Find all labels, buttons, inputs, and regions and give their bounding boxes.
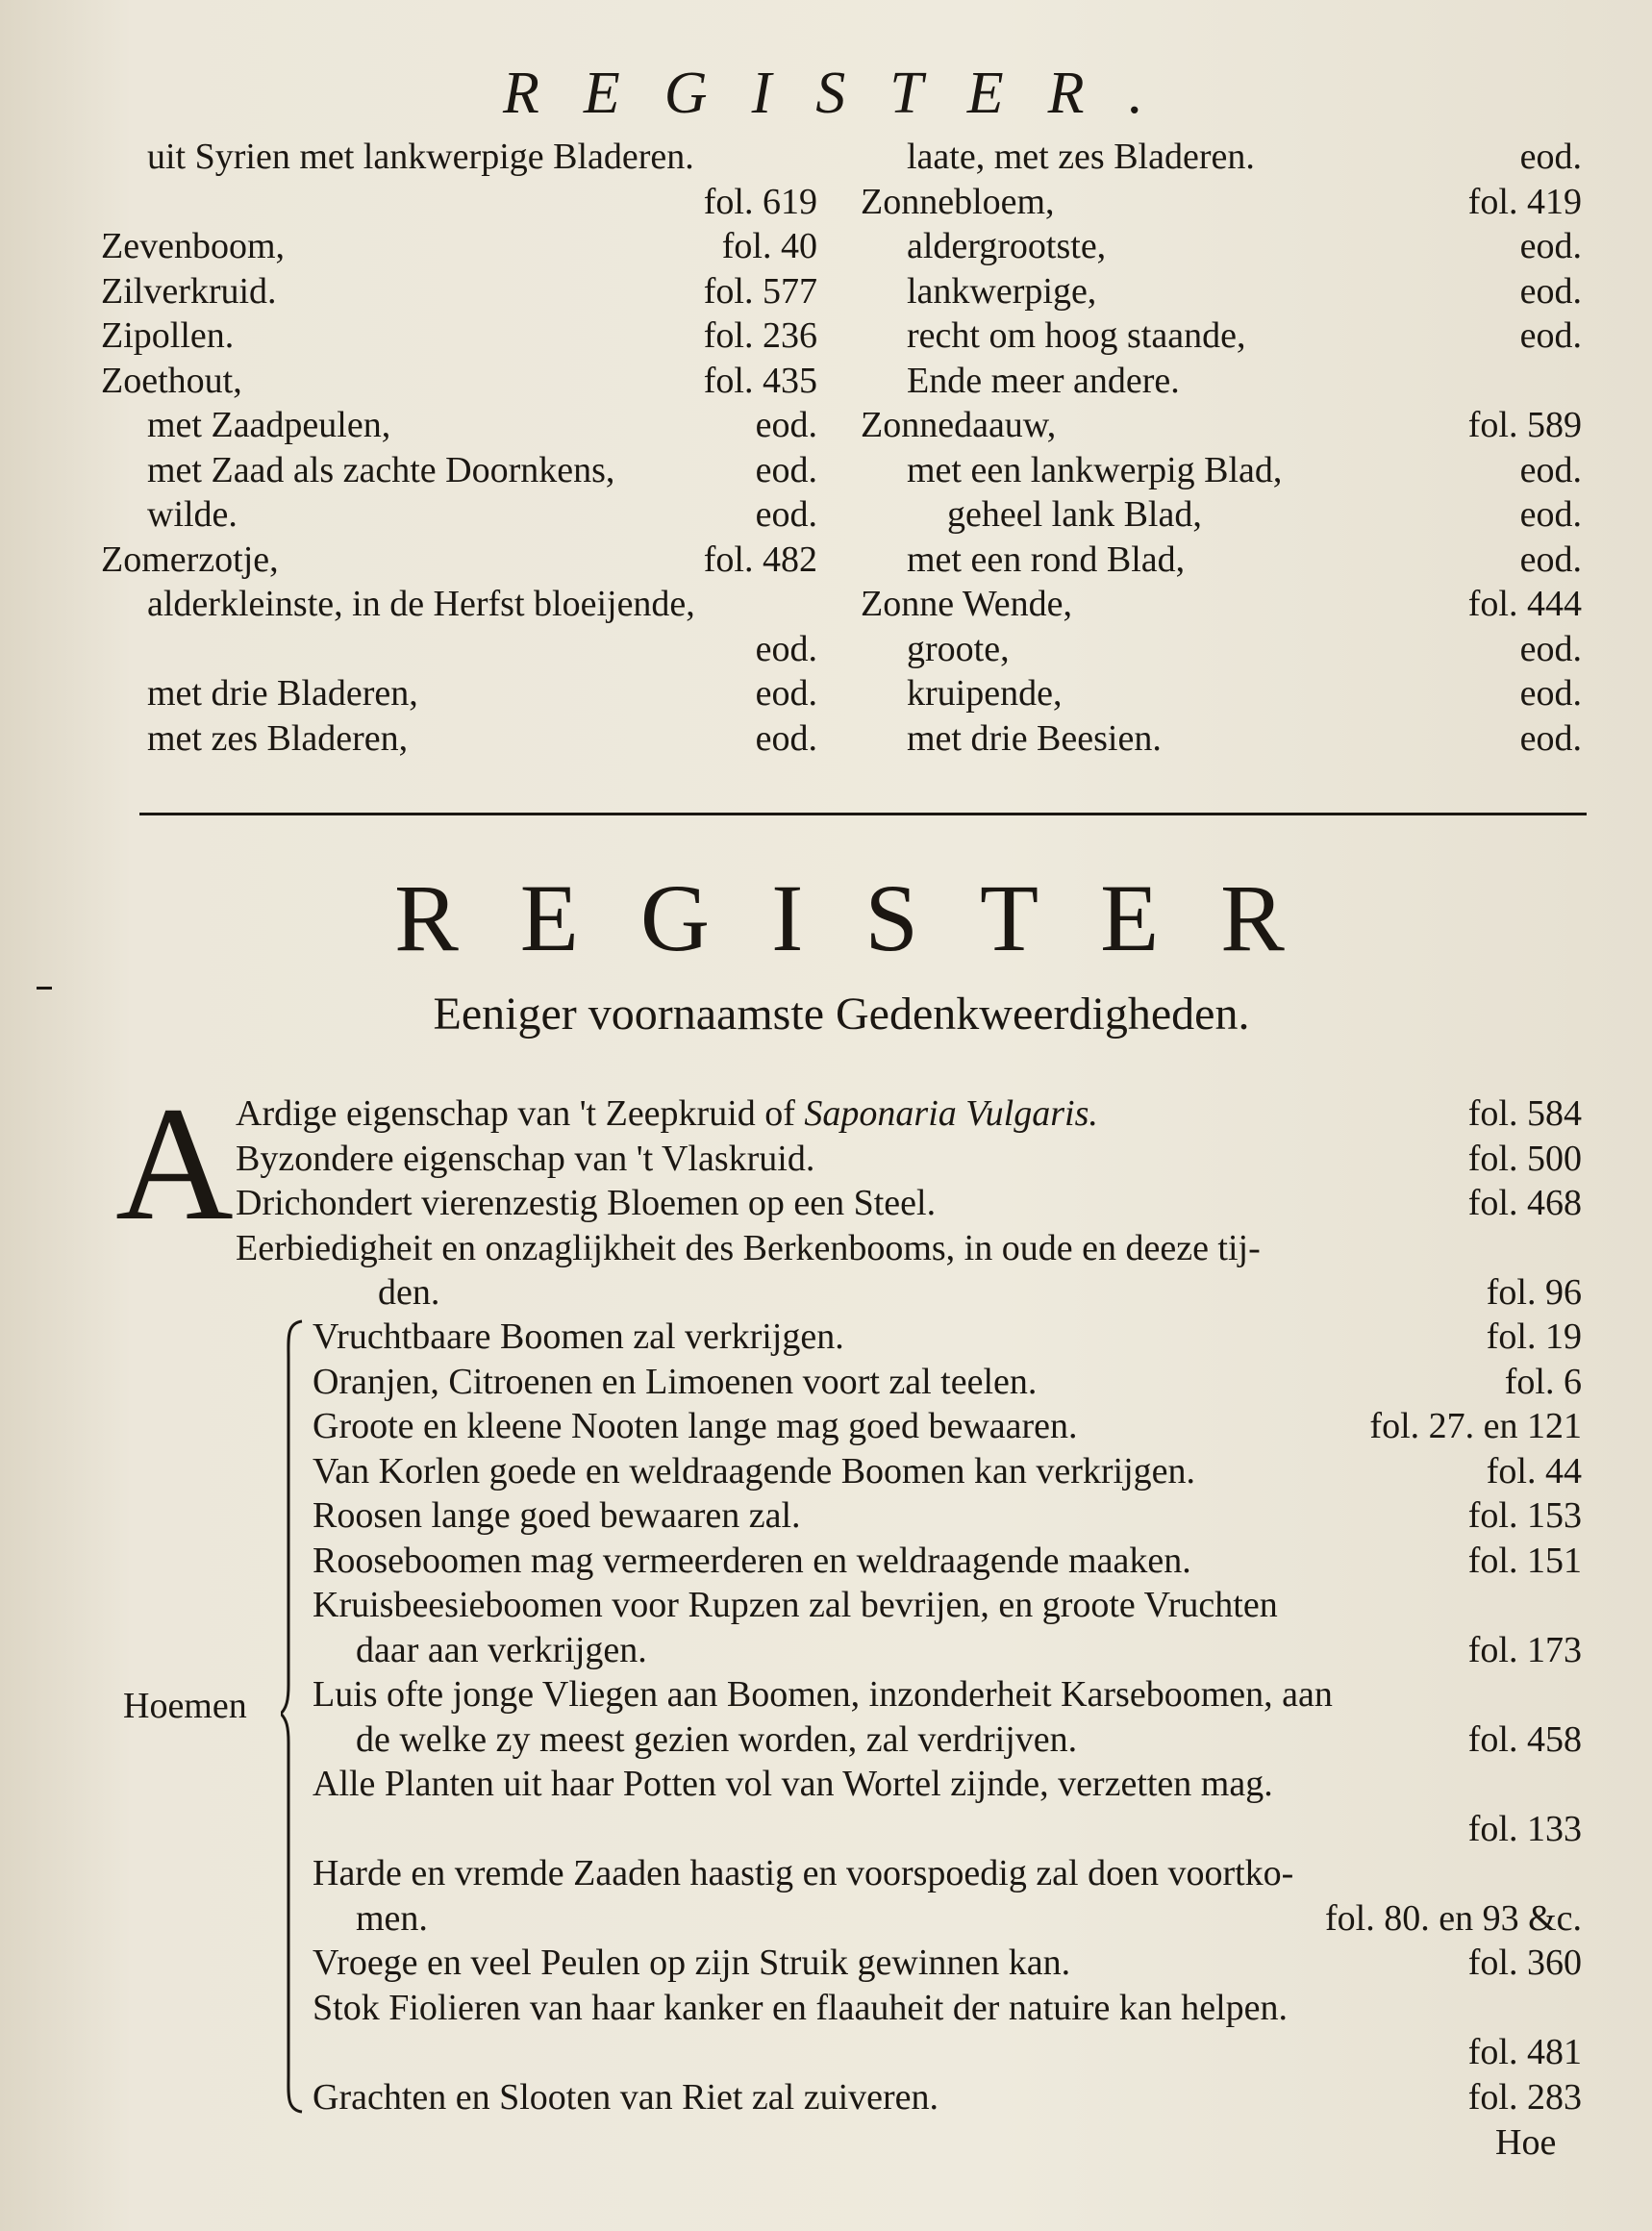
entry-term: kruipende, bbox=[907, 673, 1063, 714]
entry-term: met een rond Blad, bbox=[907, 539, 1186, 580]
register-entry bbox=[313, 1672, 1582, 1717]
entry-text bbox=[313, 1628, 647, 1673]
index-entry bbox=[861, 135, 1582, 180]
entry-folio: fol. 173 bbox=[1467, 1629, 1582, 1670]
hoemen-label: Hoemen bbox=[123, 1686, 247, 1726]
entry-text-main: Grachten en Slooten van Riet zal zuiveren. bbox=[313, 2076, 939, 2118]
entry-term: met een lankwerpig Blad, bbox=[907, 449, 1283, 490]
entry-text bbox=[313, 1941, 1070, 1986]
section-divider bbox=[139, 813, 1587, 815]
catchword: Hoe bbox=[1495, 2122, 1557, 2163]
entry-folio: fol. 444 bbox=[1467, 584, 1582, 624]
register-entry bbox=[313, 1807, 1582, 1852]
entry-folio: fol. 500 bbox=[1467, 1138, 1582, 1179]
index-entry bbox=[861, 403, 1582, 448]
entry-folio: eod. bbox=[755, 673, 817, 714]
entry-text-main: Van Korlen goede en weldraagende Boomen kan verkrijgen. bbox=[313, 1450, 1195, 1492]
register-entry bbox=[313, 1628, 1582, 1673]
index-entry bbox=[101, 269, 817, 314]
entry-term: Zipollen. bbox=[101, 315, 235, 356]
entry-term: met Zaadpeulen, bbox=[147, 405, 391, 445]
entry-folio: eod. bbox=[1519, 270, 1582, 312]
entry-text bbox=[313, 1315, 844, 1360]
a-entries bbox=[236, 1091, 1582, 1316]
entry-folio: fol. 435 bbox=[703, 360, 817, 401]
register-entry bbox=[313, 2075, 1582, 2120]
entry-text bbox=[313, 1360, 1037, 1405]
entry-folio: eod. bbox=[1519, 449, 1582, 490]
entry-text bbox=[313, 1493, 801, 1539]
entry-folio: eod. bbox=[1519, 628, 1582, 669]
entry-folio: eod. bbox=[1519, 539, 1582, 580]
entry-text-latin: Saponaria Vulgaris. bbox=[804, 1093, 1098, 1134]
entry-text-main: Ardige eigenschap van 't Zeepkruid of bbox=[236, 1093, 805, 1134]
entry-folio: fol. 19 bbox=[1486, 1316, 1582, 1357]
index-entry bbox=[101, 582, 817, 627]
register-entry bbox=[313, 1941, 1582, 1986]
running-head: REGISTER. bbox=[503, 61, 1188, 126]
entry-text-main: Roosen lange goed bewaaren zal. bbox=[313, 1495, 801, 1536]
entry-term: Zoethout, bbox=[101, 360, 242, 401]
entry-folio: eod. bbox=[1519, 315, 1582, 356]
index-entry bbox=[101, 359, 817, 404]
entry-term: recht om hoog staande, bbox=[907, 315, 1246, 356]
entry-text bbox=[236, 1091, 1098, 1137]
index-entry bbox=[861, 492, 1582, 538]
entry-term: groote, bbox=[907, 628, 1010, 669]
entry-term: met Zaad als zachte Doornkens, bbox=[147, 449, 615, 490]
register-entry bbox=[313, 1717, 1582, 1763]
index-entry bbox=[861, 582, 1582, 627]
register-entry bbox=[236, 1137, 1582, 1182]
entry-folio: eod. bbox=[1519, 226, 1582, 266]
index-entry bbox=[101, 538, 817, 583]
entry-text bbox=[313, 1851, 1293, 1896]
register-entry bbox=[313, 2030, 1582, 2075]
index-entry bbox=[861, 313, 1582, 359]
index-entry bbox=[101, 135, 817, 180]
index-entry bbox=[101, 180, 817, 225]
entry-term: Zilverkruid. bbox=[101, 270, 277, 312]
entry-term: uit Syrien met lankwerpige Bladeren. bbox=[147, 137, 694, 177]
margin-mark bbox=[37, 987, 52, 990]
entry-text-main: de welke zy meest gezien worden, zal verdrijven. bbox=[356, 1718, 1078, 1760]
index-entry bbox=[101, 403, 817, 448]
entry-folio: eod. bbox=[755, 494, 817, 535]
entry-folio: fol. 153 bbox=[1467, 1495, 1582, 1536]
entry-folio: fol. 96 bbox=[1486, 1272, 1582, 1313]
entry-folio: fol. 360 bbox=[1467, 1943, 1582, 1983]
right-index-column bbox=[861, 135, 1582, 761]
register-entry bbox=[313, 1404, 1582, 1449]
entry-folio: fol. 151 bbox=[1467, 1540, 1582, 1581]
entry-text-main: daar aan verkrijgen. bbox=[356, 1629, 647, 1670]
entry-text bbox=[236, 1226, 1261, 1271]
entry-folio: fol. 6 bbox=[1504, 1361, 1582, 1402]
entry-text-main: Alle Planten uit haar Potten vol van Wortel zijnde, verzetten mag. bbox=[313, 1764, 1273, 1804]
entry-folio: fol. 236 bbox=[703, 315, 817, 356]
entry-text-main: Rooseboomen mag vermeerderen en weldraagende maaken. bbox=[313, 1540, 1191, 1581]
entry-text-main: Kruisbeesieboomen voor Rupzen zal bevrijen, en groote Vruchten bbox=[313, 1585, 1278, 1625]
register-entry bbox=[313, 1360, 1582, 1405]
register-entry bbox=[236, 1091, 1582, 1137]
entry-text bbox=[313, 1404, 1078, 1449]
entry-term: alderkleinste, in de Herfst bloeijende, bbox=[147, 584, 695, 624]
index-entry bbox=[101, 627, 817, 672]
entry-term: met zes Bladeren, bbox=[147, 717, 409, 759]
entry-folio: fol. 619 bbox=[703, 181, 817, 222]
entry-term: lankwerpige, bbox=[907, 270, 1097, 312]
register-entry bbox=[313, 1851, 1582, 1896]
entry-text-main: Drichondert vierenzestig Bloemen op een Steel. bbox=[236, 1183, 937, 1223]
entry-term: Zevenboom, bbox=[101, 226, 286, 266]
entry-text-main: Eerbiedigheit en onzaglijkheit des Berkenbooms, in oude en deeze tij- bbox=[236, 1227, 1261, 1268]
drop-cap: A bbox=[115, 1073, 234, 1254]
entry-folio: fol. 589 bbox=[1467, 405, 1582, 445]
entry-term: Zonnebloem, bbox=[861, 181, 1055, 222]
entry-folio: eod. bbox=[1519, 494, 1582, 535]
index-entry bbox=[861, 224, 1582, 269]
entry-text bbox=[313, 1986, 1288, 2031]
entry-folio: eod. bbox=[1519, 673, 1582, 714]
index-entry bbox=[101, 671, 817, 716]
register-entry bbox=[313, 1896, 1582, 1942]
index-entry bbox=[861, 448, 1582, 493]
entry-text-main: Byzondere eigenschap van 't Vlaskruid. bbox=[236, 1138, 815, 1179]
entry-folio: fol. 80. en 93 &c. bbox=[1324, 1897, 1582, 1939]
entry-text bbox=[313, 2075, 939, 2120]
entry-text bbox=[313, 1762, 1273, 1807]
hoemen-entries bbox=[313, 1315, 1582, 2119]
entry-folio: fol. 468 bbox=[1467, 1183, 1582, 1223]
entry-text bbox=[313, 1539, 1191, 1584]
index-entry bbox=[861, 180, 1582, 225]
entry-text bbox=[236, 1181, 936, 1226]
entry-folio: fol. 577 bbox=[703, 270, 817, 312]
register-entry bbox=[313, 1986, 1582, 2031]
register-entry bbox=[313, 1583, 1582, 1628]
entry-folio: eod. bbox=[1519, 717, 1582, 759]
register-entry bbox=[313, 1493, 1582, 1539]
entry-text-main: Groote en kleene Nooten lange mag goed bewaaren. bbox=[313, 1406, 1078, 1446]
entry-text bbox=[313, 1896, 428, 1942]
entry-folio: fol. 40 bbox=[721, 226, 817, 266]
index-entry bbox=[861, 671, 1582, 716]
register-entry bbox=[236, 1270, 1582, 1316]
curly-brace bbox=[281, 1319, 304, 2114]
section-subtitle: Eeniger voornaamste Gedenkweerdigheden. bbox=[433, 989, 1250, 1040]
entry-text-main: Stok Fiolieren van haar kanker en flaauheit der natuire kan helpen. bbox=[313, 1987, 1288, 2028]
entry-folio: fol. 419 bbox=[1467, 181, 1582, 222]
entry-text-main: den. bbox=[378, 1272, 440, 1313]
entry-text bbox=[313, 1717, 1077, 1763]
register-entry bbox=[313, 1449, 1582, 1494]
entry-term: met drie Bladeren, bbox=[147, 673, 418, 714]
entry-text-main: Vruchtbaare Boomen zal verkrijgen. bbox=[313, 1316, 844, 1357]
entry-term: Ende meer andere. bbox=[907, 360, 1180, 401]
entry-text bbox=[236, 1137, 814, 1182]
entry-text bbox=[313, 1449, 1195, 1494]
entry-term: aldergrootste, bbox=[907, 226, 1107, 266]
index-entry bbox=[101, 492, 817, 538]
register-entry bbox=[313, 1762, 1582, 1807]
entry-folio: eod. bbox=[1519, 137, 1582, 177]
entry-folio: fol. 44 bbox=[1486, 1450, 1582, 1492]
index-entry bbox=[861, 269, 1582, 314]
entry-folio: eod. bbox=[755, 717, 817, 759]
entry-folio: eod. bbox=[755, 449, 817, 490]
entry-term: met drie Beesien. bbox=[907, 717, 1162, 759]
entry-folio: fol. 584 bbox=[1467, 1093, 1582, 1134]
index-entry bbox=[101, 313, 817, 359]
register-entry bbox=[236, 1226, 1582, 1271]
entry-text bbox=[313, 1583, 1278, 1628]
entry-term: Zonne Wende, bbox=[861, 584, 1072, 624]
entry-folio: fol. 283 bbox=[1467, 2076, 1582, 2118]
register-entry bbox=[313, 1539, 1582, 1584]
index-entry bbox=[861, 538, 1582, 583]
index-entry bbox=[861, 716, 1582, 762]
entry-term: Zomerzotje, bbox=[101, 539, 279, 580]
register-entry bbox=[236, 1181, 1582, 1226]
entry-term: Zonnedaauw, bbox=[861, 405, 1057, 445]
section-title: REGISTER bbox=[394, 865, 1346, 971]
index-entry bbox=[101, 716, 817, 762]
entry-folio: eod. bbox=[755, 628, 817, 669]
entry-text bbox=[313, 1672, 1333, 1717]
entry-text-main: Vroege en veel Peulen op zijn Struik gewinnen kan. bbox=[313, 1943, 1071, 1983]
entry-folio: fol. 27. en 121 bbox=[1369, 1406, 1582, 1446]
entry-term: laate, met zes Bladeren. bbox=[907, 137, 1255, 177]
entry-folio: fol. 458 bbox=[1467, 1718, 1582, 1760]
index-entry bbox=[861, 359, 1582, 404]
entry-text bbox=[236, 1270, 439, 1316]
entry-text-main: Luis ofte jonge Vliegen aan Boomen, inzonderheit Karseboomen, aan bbox=[313, 1674, 1333, 1715]
entry-folio: fol. 481 bbox=[1467, 2032, 1582, 2072]
register-entry bbox=[313, 1315, 1582, 1360]
index-entry bbox=[861, 627, 1582, 672]
index-entry bbox=[101, 224, 817, 269]
entry-text-main: Oranjen, Citroenen en Limoenen voort zal teelen. bbox=[313, 1361, 1038, 1402]
entry-text-main: men. bbox=[356, 1897, 428, 1939]
entry-text-main: Harde en vremde Zaaden haastig en voorspoedig zal doen voortko- bbox=[313, 1853, 1294, 1893]
left-index-column bbox=[101, 135, 817, 761]
entry-term: geheel lank Blad, bbox=[947, 494, 1202, 535]
entry-term: wilde. bbox=[147, 494, 238, 535]
entry-folio: fol. 482 bbox=[703, 539, 817, 580]
entry-folio: eod. bbox=[755, 405, 817, 445]
entry-folio: fol. 133 bbox=[1467, 1808, 1582, 1849]
index-entry bbox=[101, 448, 817, 493]
